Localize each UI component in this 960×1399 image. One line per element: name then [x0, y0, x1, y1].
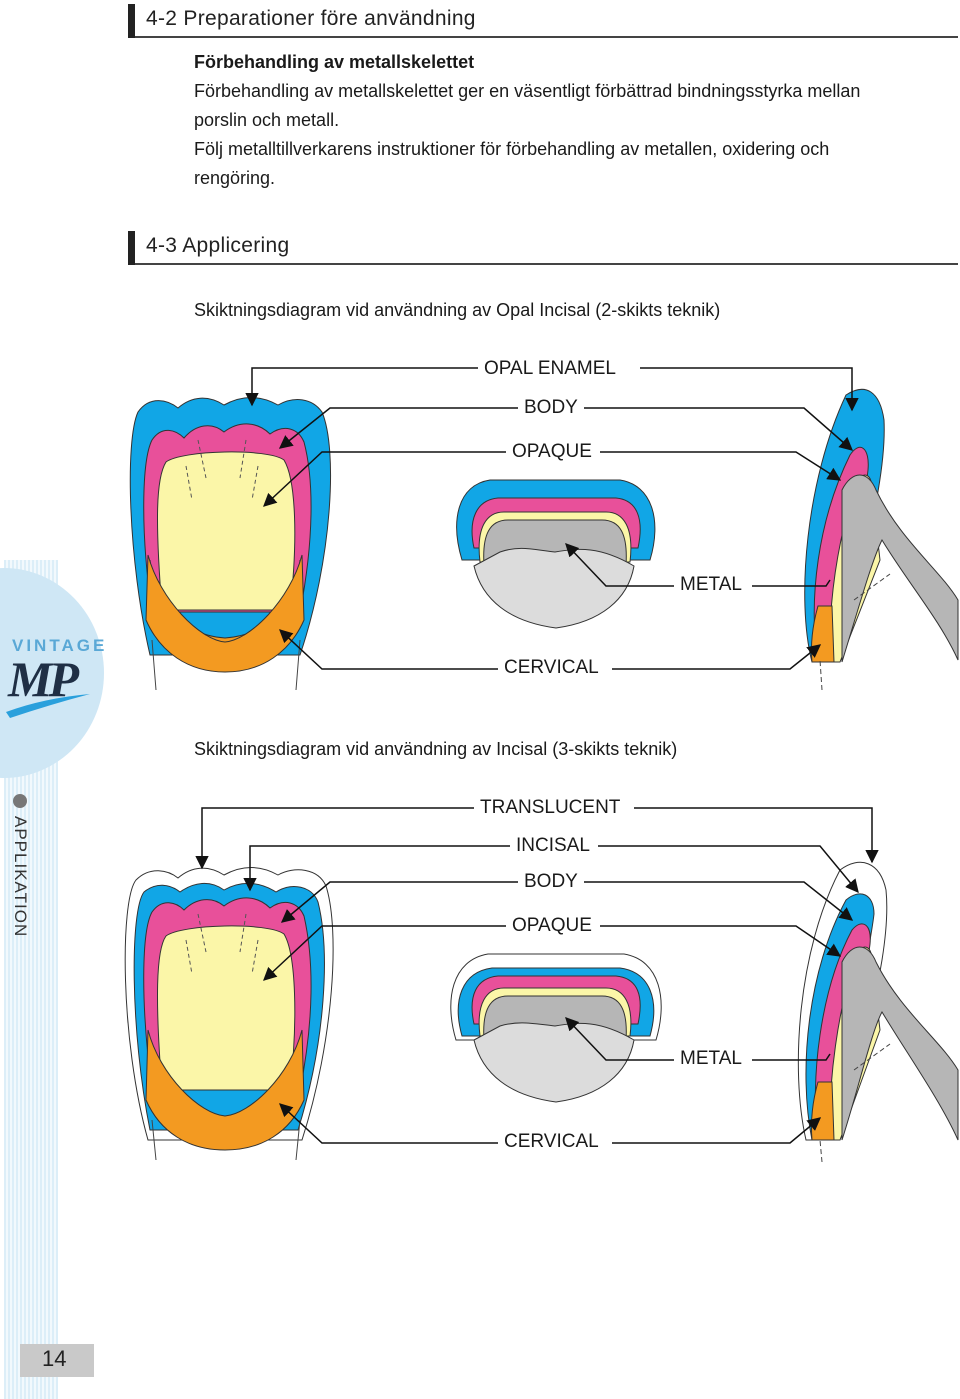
- heading-rule: [135, 263, 958, 265]
- heading-bar: [128, 4, 135, 38]
- label-body: BODY: [518, 397, 584, 419]
- side-tooth-view: [805, 389, 958, 690]
- label-translucent: TRANSLUCENT: [474, 797, 626, 819]
- paragraph-line: Förbehandling av metallskelettet ger en väsentligt förbättrad bindningsstyrka mellan: [194, 81, 861, 101]
- label-incisal: INCISAL: [510, 835, 596, 857]
- diagram-1-caption: Skiktningsdiagram vid användning av Opal Incisal (2-skikts teknik): [194, 300, 721, 320]
- label-cervical: CERVICAL: [498, 1131, 605, 1153]
- section-heading-4-3: [128, 229, 958, 265]
- side-tooth-view: [798, 862, 958, 1162]
- diagram-2-caption: Skiktningsdiagram vid användning av Incisal (3-skikts teknik): [194, 739, 678, 759]
- subheading: Förbehandling av metallskelettet: [194, 52, 475, 72]
- paragraph-line: porslin och metall.: [194, 110, 340, 130]
- brand-mark: MP: [8, 651, 75, 707]
- front-tooth-view: [125, 867, 333, 1160]
- heading-rule: [135, 36, 958, 38]
- cross-section-view: [457, 480, 655, 628]
- page-number: 14: [42, 1346, 67, 1371]
- heading-bar: [128, 231, 135, 265]
- label-body: BODY: [518, 871, 584, 893]
- section-title: 4-3 Applicering: [146, 234, 290, 257]
- paragraph-line: Följ metalltillverkarens instruktioner för förbehandling av metallen, oxidering och: [194, 139, 830, 159]
- cross-section-view: [451, 954, 661, 1102]
- layering-diagram-2-layer: [0, 340, 960, 700]
- brand-word: VINTAGE: [12, 636, 108, 655]
- label-opal-enamel: OPAL ENAMEL: [478, 358, 622, 380]
- front-tooth-view: [130, 397, 330, 690]
- label-metal: METAL: [674, 1048, 748, 1070]
- label-opaque: OPAQUE: [506, 915, 598, 937]
- layering-diagram-3-layer: [0, 790, 960, 1170]
- label-opaque: OPAQUE: [506, 441, 598, 463]
- paragraph-line: rengöring.: [194, 168, 276, 188]
- section-heading-4-2: [128, 2, 958, 38]
- label-metal: METAL: [674, 574, 748, 596]
- section-label: APPLIKATION: [11, 816, 30, 938]
- label-cervical: CERVICAL: [498, 657, 605, 679]
- section-title: 4-2 Preparationer före användning: [146, 7, 476, 30]
